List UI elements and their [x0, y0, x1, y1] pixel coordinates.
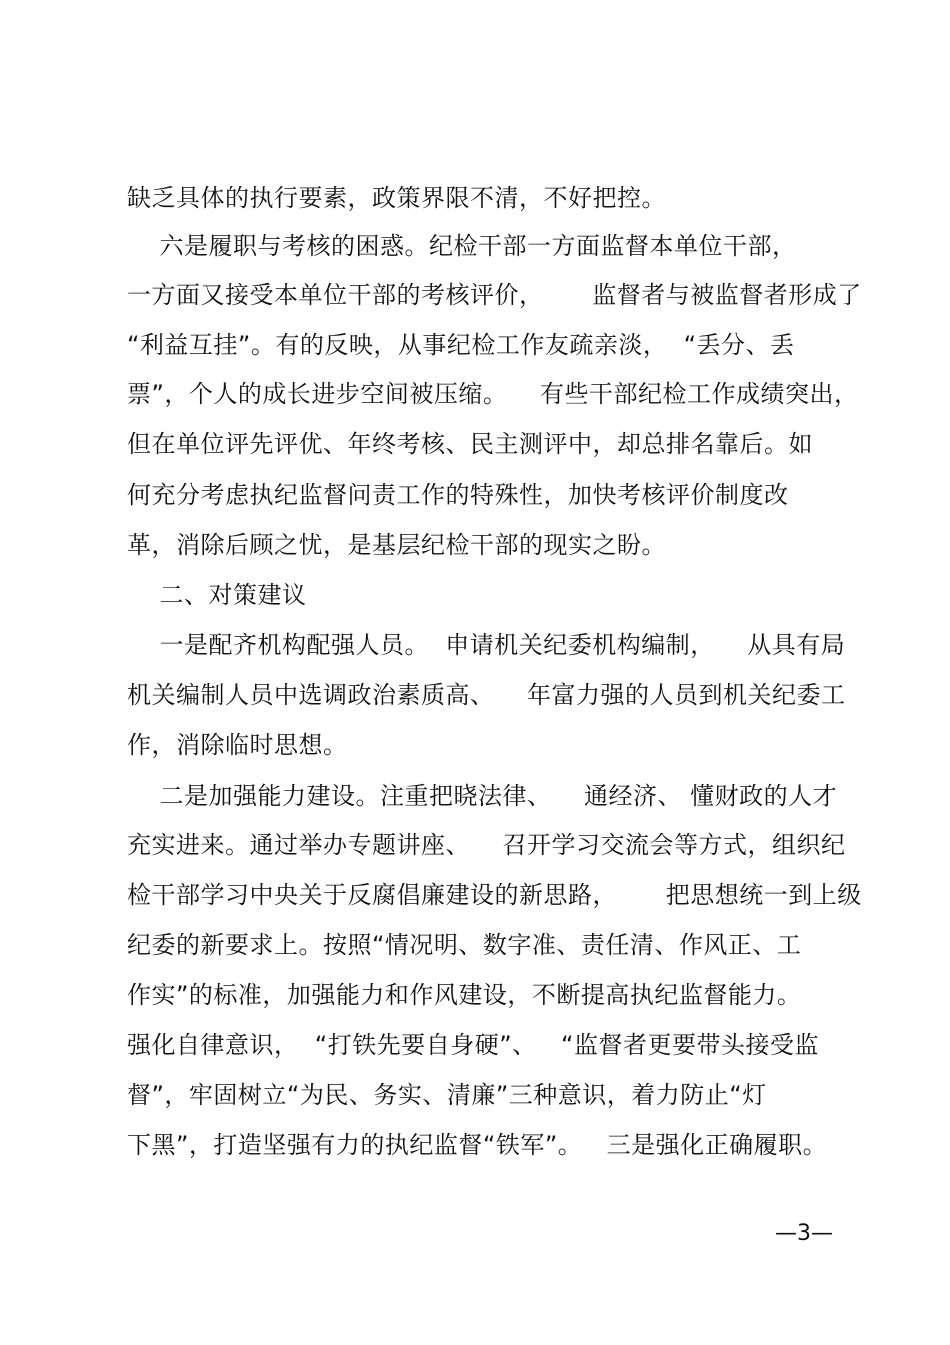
text-line: 作实”的标准，加强能力和作风建设，不断提高执纪监督能力。	[127, 981, 802, 1009]
text-line: “利益互挂”。有的反映，从事纪检工作友疏亲淡， “丢分、丢	[127, 331, 795, 359]
text-line: 纪委的新要求上。按照“情况明、数字准、责任清、作风正、工	[127, 931, 802, 959]
text-line: 票”，个人的成长进步空间被压缩。 有些干部纪检工作成绩突出，	[127, 380, 859, 408]
text-line: 检干部学习中央关于反腐倡廉建设的新思路， 把思想统一到上级	[127, 881, 862, 909]
text-line: 督”，牢固树立“为民、务实、清廉”三种意识，着力防止“灯	[127, 1081, 767, 1109]
section-heading: 二、对策建议	[127, 581, 307, 609]
text-line: 下黑”，打造坚强有力的执纪监督“铁军”。 三是强化正确履职。	[127, 1131, 828, 1159]
text-line: 充实进来。通过举办专题讲座、 召开学习交流会等方式，组织纪	[127, 831, 846, 859]
text-line: 作，消除临时思想。	[127, 731, 348, 759]
text-line: 但在单位评先评优、年终考核、民主测评中，却总排名靠后。如	[127, 430, 813, 458]
page-number: —3—	[775, 1221, 833, 1246]
text-line: 缺乏具体的执行要素，政策界限不清，不好把控。	[127, 184, 666, 212]
text-line: 二是加强能力建设。注重把晓法律、 通经济、 懂财政的人才	[127, 782, 838, 810]
text-line: 一方面又接受本单位干部的考核评价， 监督者与被监督者形成了	[127, 281, 862, 309]
text-line: 强化自律意识， “打铁先要自身硬”、 “监督者更要带头接受监	[127, 1031, 819, 1059]
text-line: 一是配齐机构配强人员。 申请机关纪委机构编制， 从具有局	[127, 631, 846, 659]
text-line: 何充分考虑执纪监督问责工作的特殊性，加快考核评价制度改	[127, 481, 789, 509]
text-line: 革，消除后顾之忧，是基层纪检干部的现实之盼。	[127, 531, 666, 559]
text-line: 六是履职与考核的困惑。纪检干部一方面监督本单位干部，	[127, 232, 797, 260]
text-line: 机关编制人员中选调政治素质高、 年富力强的人员到机关纪委工	[127, 681, 846, 709]
